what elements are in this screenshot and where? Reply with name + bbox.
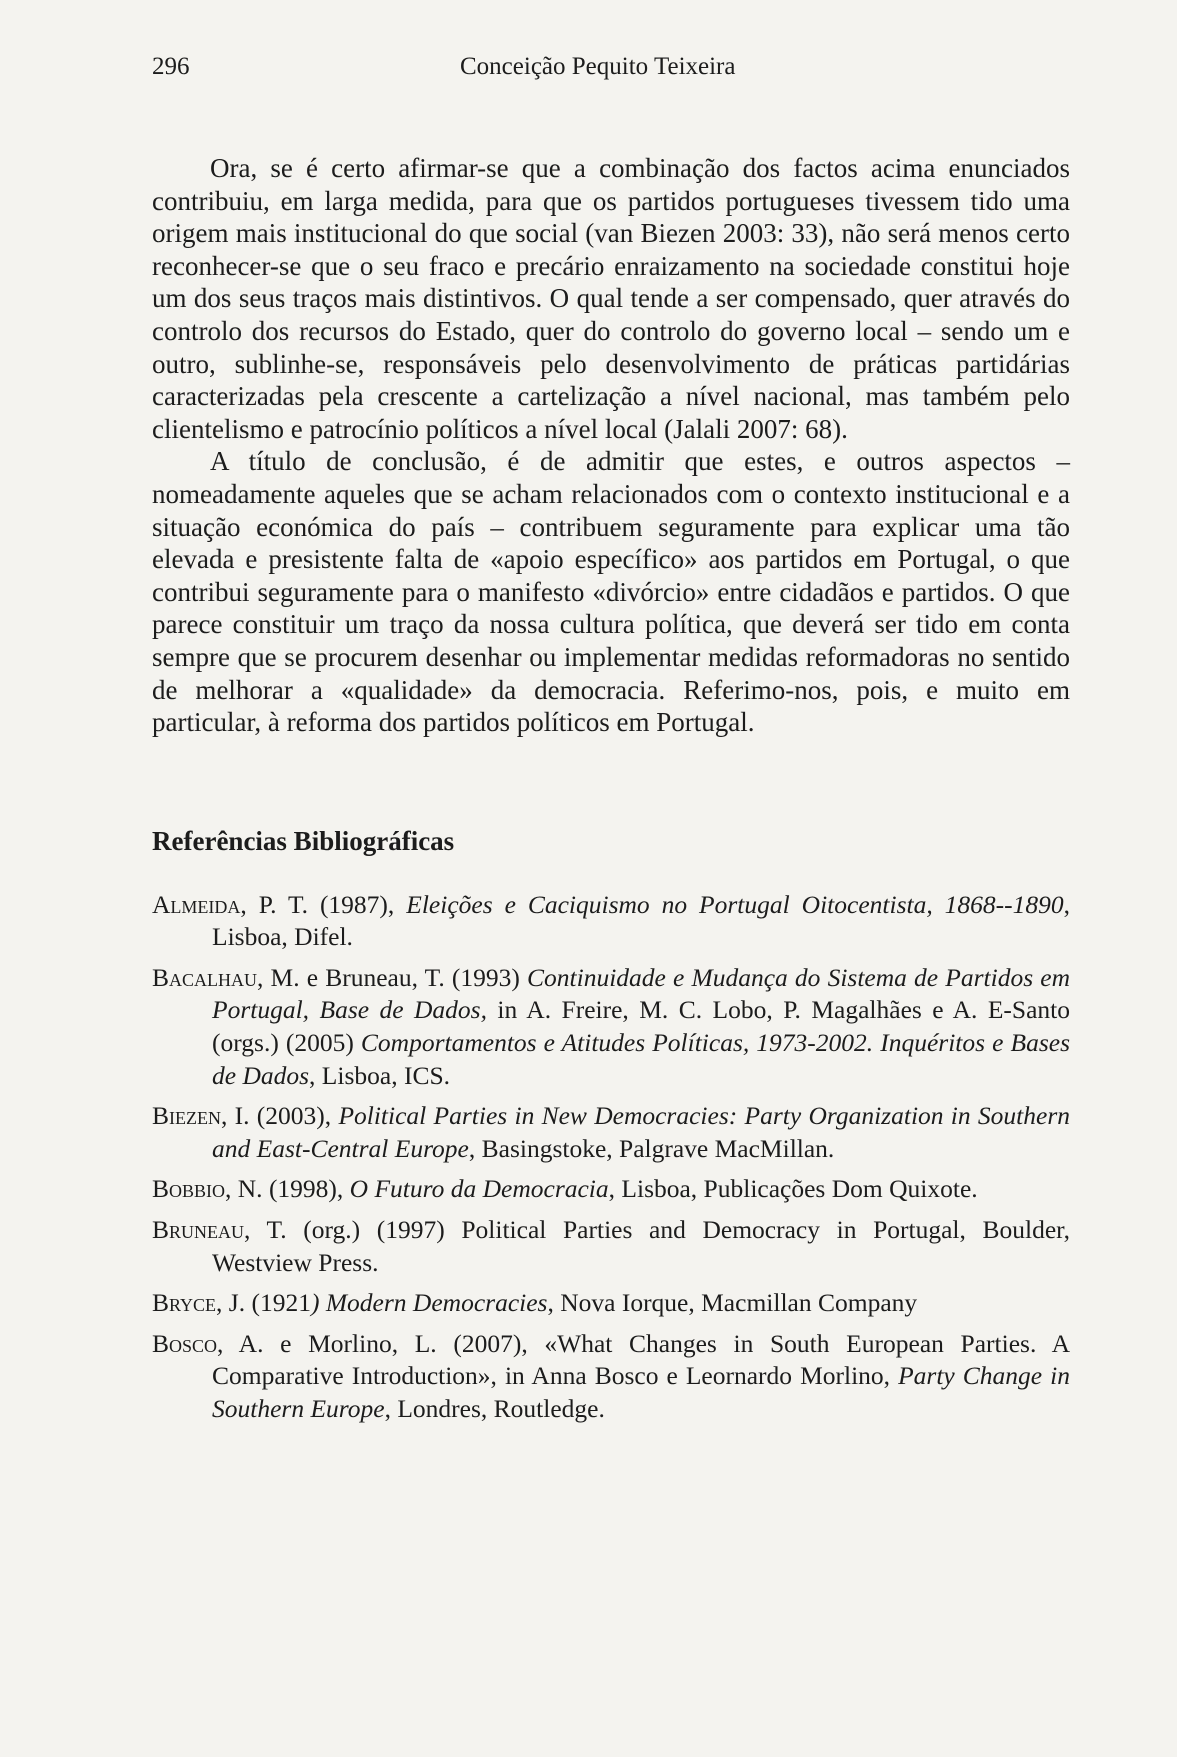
paragraph: A título de conclusão, é de admitir que estes, e outros aspectos – nomeadamente aqueles que se acham relacionados com o contexto institucional e a situação económica do país – contribuem seguramente para explicar uma tão elevada e presistente falta de «apoio específico» aos partidos em Portugal, o que contribui seguramente para o manifesto «divórcio» entre cidadãos e partidos. O que parece constituir um traço da nossa cultura política, que deverá ser tido em conta sempre que se procurem desenhar ou implementar medidas reformadoras no sentido de melhorar a «qualidade» da democracia. Referimo-nos, pois, e muito em particular, à reforma dos partidos políticos em Portugal.	[152, 446, 1070, 738]
page-number: 296	[152, 53, 190, 80]
paragraph: Ora, se é certo afirmar-se que a combinação dos factos acima enunciados contribuiu, em larga medida, para que os partidos portugueses tivessem tido uma origem mais institucional do que social (van Biezen 2003: 33), não será menos certo reconhecer-se que o seu fraco e precário enraizamento na sociedade constitui hoje um dos seus traços mais distintivos. O qual tende a ser compensado, quer através do controlo dos recursos do Estado, quer do controlo do governo local – sendo um e outro, sublinhe-se, responsáveis pelo desenvolvimento de práticas partidárias caracterizadas pela crescente a cartelização a nível nacional, mas também pelo clientelismo e patrocínio políticos a nível local (Jalali 2007: 68).	[152, 153, 1070, 444]
reference-title: Comportamentos e Atitudes Políticas, 1973-2002. Inquéritos e Bases de Dados	[212, 1028, 1070, 1090]
reference-text: , Basingstoke, Palgrave MacMillan.	[468, 1133, 835, 1163]
reference-text: , Lisboa, Publicações Dom Quixote.	[608, 1174, 978, 1204]
reference-entry	[152, 1100, 1070, 1165]
reference-entry	[152, 1214, 1070, 1279]
reference-title: Eleições e Caciquismo no Portugal Oitocentista, 1868--1890	[406, 889, 1064, 919]
body-text	[152, 152, 1070, 739]
reference-title: O Futuro da Democracia	[349, 1174, 609, 1204]
references-heading: Referências Bibliográficas	[152, 825, 455, 856]
running-head-author: Conceição Pequito Teixeira	[460, 53, 736, 80]
reference-text: (org.) (1997) Political Parties and Democracy in Portugal, Boulder, Westview Press.	[212, 1215, 1070, 1277]
references-list	[152, 889, 1070, 1426]
reference-text: , Lisboa, ICS.	[309, 1060, 451, 1090]
running-head	[152, 52, 1070, 82]
reference-author: Bruneau, T.	[152, 1215, 287, 1245]
reference-entry	[152, 1328, 1070, 1426]
reference-text: e Morlino, L. (2007), «What Changes in South European Parties. A Comparative Introduction», in Anna Bosco e Leornardo Morlino,	[212, 1328, 1071, 1391]
reference-author: Bacalhau, M.	[152, 962, 300, 992]
book-page	[152, 52, 1070, 1434]
reference-title: Continuidade e Mudança do Sistema de Partidos em Portugal, Base de Dados,	[212, 962, 1070, 1025]
reference-author: Biezen, I.	[152, 1101, 250, 1131]
reference-author: Bryce, J.	[152, 1288, 246, 1318]
reference-text: e Bruneau, T. (1993)	[299, 962, 528, 992]
reference-text: (1921	[245, 1288, 311, 1318]
reference-text: in A. Freire, M. C. Lobo, P. Magalhães e A. E-Santo (orgs.) (2005)	[212, 995, 1070, 1058]
reference-entry	[152, 889, 1070, 954]
reference-title: Political Parties in New Democracies: Party Organization in Southern and East-Central Europe	[212, 1101, 1070, 1163]
reference-entry	[152, 1173, 1070, 1206]
reference-title: Party Change in Southern Europe	[212, 1361, 1070, 1423]
reference-entry	[152, 1287, 1070, 1320]
reference-text: (1998),	[262, 1174, 350, 1204]
reference-author: Bosco, A.	[152, 1328, 264, 1358]
reference-text: , Lisboa, Difel.	[212, 889, 1070, 952]
reference-author: Almeida, P. T.	[152, 889, 308, 919]
reference-text: (1987),	[308, 889, 407, 919]
reference-text: (2003),	[249, 1101, 339, 1131]
reference-author: Bobbio, N.	[152, 1174, 263, 1204]
reference-text: , Nova Iorque, Macmillan Company	[547, 1288, 918, 1318]
reference-entry	[152, 962, 1070, 1092]
reference-text: , Londres, Routledge.	[384, 1394, 605, 1423]
reference-title: ) Modern Democracies	[310, 1288, 548, 1318]
